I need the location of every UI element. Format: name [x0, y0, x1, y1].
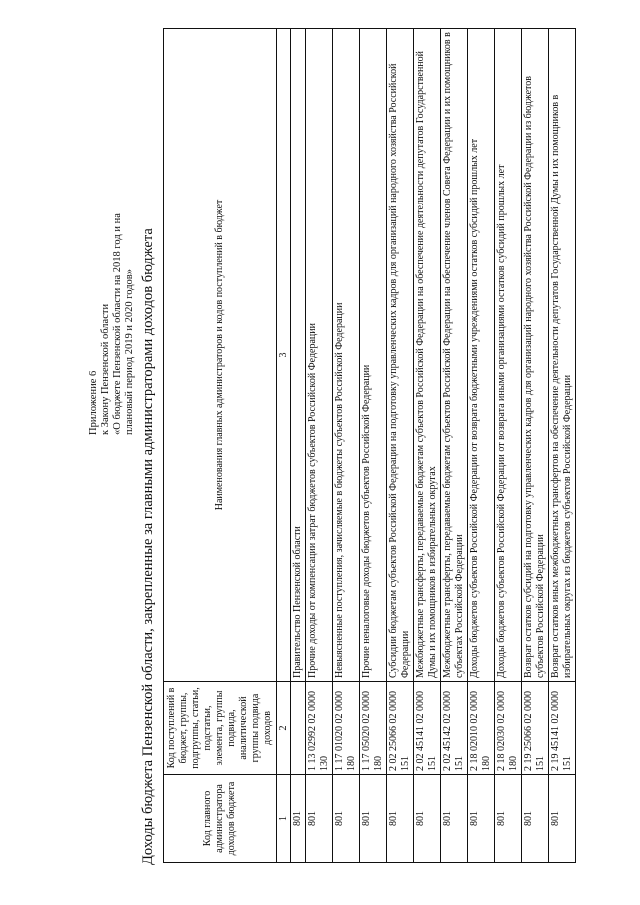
name-cell: Возврат остатков иных межбюджетных трансфертов на обеспечение деятельности депутатов Государственной Думы и их помощников в избирательных округах из бюджетов субъектов Российской Федерации	[549, 29, 576, 682]
table-row	[360, 29, 387, 863]
name-cell: Доходы бюджетов субъектов Российской Федерации от возврата бюджетными учреждениями остатков субсидий прошлых лет	[468, 29, 495, 682]
admin-code-cell: 801	[333, 775, 360, 863]
table-header-row	[164, 29, 277, 863]
header-admin-code: Код главного администратора доходов бюджета	[164, 775, 277, 863]
header-revenue-code: Код поступлений в бюджет, группы, подгруппы, статьи, подстатьи, элемента, группы подвида, аналитической группы подвида доходов	[164, 682, 277, 775]
column-number-row	[277, 29, 291, 863]
name-cell: Субсидии бюджетам субъектов Российской Федерации на подготовку управленческих кадров для организаций народного хозяйства Российской Федерации	[387, 29, 414, 682]
admin-code-cell: 801	[360, 775, 387, 863]
revenue-table	[163, 28, 576, 863]
appendix-line: плановый период 2019 и 2020 годов»	[124, 269, 135, 435]
name-cell: Межбюджетные трансферты, передаваемые бюджетам субъектов Российской Федерации на обеспечение деятельности депутатов Государственной Думы и их помощников в избирательных округах	[414, 29, 441, 682]
admin-code-cell: 801	[549, 775, 576, 863]
admin-code-cell: 801	[495, 775, 522, 863]
revenue-code-cell: 2 18 02010 02 0000 180	[468, 682, 495, 775]
appendix-line: Приложение 6	[88, 370, 99, 435]
column-number: 1	[277, 775, 291, 863]
revenue-code-cell: 1 17 01020 02 0000 180	[333, 682, 360, 775]
revenue-code-cell: 2 19 45141 02 0000 151	[549, 682, 576, 775]
admin-code-cell: 801	[441, 775, 468, 863]
name-cell: Доходы бюджетов субъектов Российской Федерации от возврата иными организациями остатков субсидий прошлых лет	[495, 29, 522, 682]
revenue-code-cell: 1 13 02992 02 0000 130	[306, 682, 333, 775]
name-cell: Межбюджетные трансферты, передаваемые бюджетам субъектов Российской Федерации на обеспечение членов Совета Федерации и их помощников в субъектах Российской Федерации	[441, 29, 468, 682]
revenue-code-cell: 1 17 05020 02 0000 180	[360, 682, 387, 775]
appendix-line: к Закону Пензенской области	[100, 303, 111, 435]
column-number: 3	[277, 29, 291, 682]
revenue-code-cell: 2 02 45141 02 0000 151	[414, 682, 441, 775]
document-title: Доходы бюджета Пензенской области, закрепленные за главными администраторами доходов бюджета	[140, 228, 156, 865]
revenue-code-cell	[291, 682, 306, 775]
header-name: Наименования главных администраторов и кодов поступлений в бюджет	[164, 29, 277, 682]
table-row	[306, 29, 333, 863]
column-number: 2	[277, 682, 291, 775]
admin-code-cell: 801	[522, 775, 549, 863]
name-cell: Прочие неналоговые доходы бюджетов субъектов Российской Федерации	[360, 29, 387, 682]
admin-code-cell: 801	[306, 775, 333, 863]
admin-code-cell: 801	[387, 775, 414, 863]
revenue-code-cell: 2 19 25066 02 0000 151	[522, 682, 549, 775]
name-cell: Правительство Пензенской области	[291, 29, 306, 682]
revenue-code-cell: 2 02 25066 02 0000 151	[387, 682, 414, 775]
revenue-code-cell: 2 18 02030 02 0000 180	[495, 682, 522, 775]
table-row	[333, 29, 360, 863]
table-row	[549, 29, 576, 863]
appendix-block	[88, 75, 136, 435]
admin-code-cell: 801	[414, 775, 441, 863]
appendix-line: «О бюджете Пензенской области на 2018 год и на	[112, 213, 123, 435]
table-row	[441, 29, 468, 863]
table-row	[414, 29, 441, 863]
table-row	[522, 29, 549, 863]
admin-code-cell: 801	[468, 775, 495, 863]
table-row	[387, 29, 414, 863]
table-row	[495, 29, 522, 863]
name-cell: Прочие доходы от компенсации затрат бюджетов субъектов Российской Федерации	[306, 29, 333, 682]
revenue-code-cell: 2 02 45142 02 0000 151	[441, 682, 468, 775]
table-row	[291, 29, 306, 863]
admin-code-cell: 801	[291, 775, 306, 863]
table-row	[468, 29, 495, 863]
name-cell: Невыясненные поступления, зачисляемые в бюджеты субъектов Российской Федерации	[333, 29, 360, 682]
name-cell: Возврат остатков субсидий на подготовку управленческих кадров для организаций народного хозяйства Российской Федерации из бюджетов субъектов Российской Федерации	[522, 29, 549, 682]
